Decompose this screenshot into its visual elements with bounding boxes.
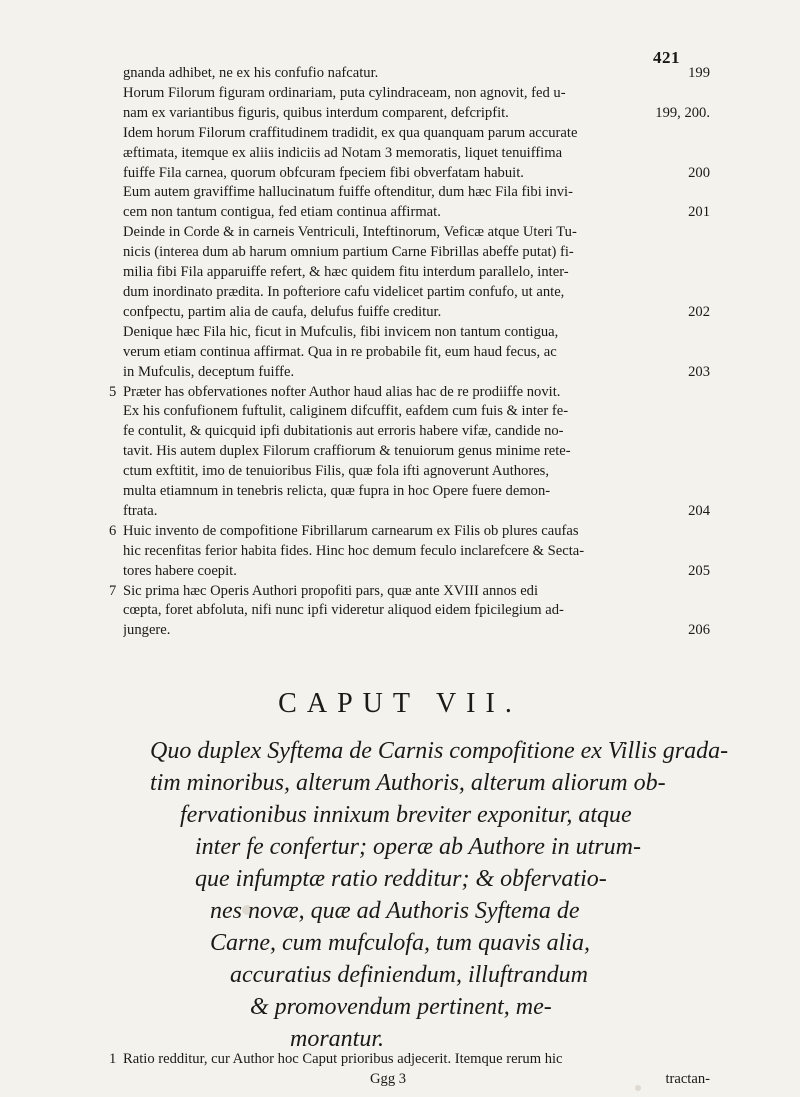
page-reference: 203: [688, 363, 710, 380]
line-text: confpectu, partim alia de caufa, delufus fuiffe creditur.: [123, 303, 442, 320]
text-line: [125, 621, 710, 641]
text-line: [125, 402, 710, 422]
line-text: dum inordinato prædita. In pofteriore cafu videlicet partim confufo, ut ante,: [123, 283, 565, 300]
line-text: cem non tantum contigua, fed etiam continua affirmat.: [123, 204, 441, 221]
chapter-title: [150, 735, 729, 1055]
line-text: Præter has obfervationes nofter Author haud alias hac de re prodiiffe novit.: [123, 383, 561, 400]
text-line: [125, 363, 710, 383]
paragraph-number: 6: [109, 522, 117, 539]
text-line: [125, 104, 710, 124]
text-line: [109, 383, 710, 403]
text-line: [125, 542, 710, 562]
line-text: Sic prima hæc Operis Authori propofiti pars, quæ ante XVIII annos edi: [123, 582, 539, 599]
title-line: que infumptæ ratio redditur; & obfervatio-: [195, 866, 607, 892]
page-reference: 206: [688, 622, 710, 639]
line-text: jungere.: [123, 622, 171, 639]
title-line: morantur.: [290, 1026, 385, 1052]
footer-number: 1: [109, 1051, 117, 1067]
body-text: [109, 64, 710, 641]
line-text: Ex his confufionem fuftulit, caliginem difcuffit, eafdem cum fuis & inter fe-: [123, 403, 569, 420]
text-line: [125, 303, 710, 323]
text-line: [125, 144, 710, 164]
line-text: nicis (interea dum ab harum omnium partium Carne Fibrillas abeffe putat) fi-: [123, 244, 574, 261]
text-line: [109, 582, 710, 602]
text-line: [125, 203, 710, 223]
line-text: fuiffe Fila carnea, quorum obfcuram fpeciem fibi obverfatam habuit.: [123, 164, 524, 181]
title-line: accuratius definiendum, illuftrandum: [230, 962, 588, 988]
line-text: Denique hæc Fila hic, ficut in Mufculis, fibi invicem non tantum contigua,: [123, 323, 559, 340]
page-reference: 199: [688, 65, 710, 81]
text-line: [125, 183, 710, 203]
text-line: [125, 223, 710, 243]
paragraph-number: 7: [109, 582, 117, 599]
page-reference: 205: [688, 562, 710, 579]
text-line: [125, 601, 710, 621]
title-line: inter fe confertur; operæ ab Authore in utrum-: [195, 834, 641, 860]
line-text: hic recenfitas ferior habita fides. Hinc hoc demum feculo inclarefcere & Secta-: [123, 542, 585, 559]
line-text: tores habere coepit.: [123, 562, 237, 579]
line-text: tavit. His autem duplex Filorum craffiorum & tenuiorum genus minime rete-: [123, 443, 571, 460]
line-text: nam ex variantibus figuris, quibus interdum comparent, defcripfit.: [123, 104, 509, 121]
line-text: ctum exftitit, imo de tenuioribus Filis, quæ fola ifti agnoverunt Authores,: [123, 463, 550, 480]
line-text: Deinde in Corde & in carneis Ventriculi, Inteftinorum, Veficæ atque Uteri Tu-: [123, 224, 577, 241]
text-line: [125, 64, 710, 84]
ink-spot: [242, 905, 252, 915]
text-line: [125, 442, 710, 462]
page-reference: 202: [688, 303, 710, 320]
page-reference: 201: [688, 204, 710, 221]
catchword: tractan-: [665, 1070, 710, 1087]
text-line: [125, 562, 710, 582]
page-reference: 200: [688, 164, 710, 181]
chapter-heading: CAPUT VII.: [278, 688, 522, 719]
text-line: [125, 84, 710, 104]
line-text: ftrata.: [123, 502, 158, 519]
title-line: tim minoribus, alterum Authoris, alterum aliorum ob-: [150, 770, 666, 796]
footer: [109, 1050, 710, 1090]
text-line: [125, 283, 710, 303]
line-text: multa etiamnum in tenebris relicta, quæ fupra in hoc Opere fuere demon-: [123, 483, 551, 500]
text-line: [109, 522, 710, 542]
line-text: in Mufculis, deceptum fuiffe.: [123, 363, 295, 380]
title-line: fervationibus innixum breviter exponitur, atque: [180, 802, 632, 828]
title-line: nes novæ, quæ ad Authoris Syftema de: [210, 898, 580, 924]
text-line: [125, 243, 710, 263]
text-line: [125, 124, 710, 144]
line-text: fe contulit, & quicquid ipfi dubitationis aut erroris habere vifæ, candide no-: [123, 423, 564, 440]
line-text: verum etiam continua affirmat. Qua in re probabile fit, eum haud fecus, ac: [123, 343, 557, 360]
footer-line: [109, 1050, 710, 1070]
text-line: [125, 482, 710, 502]
line-text: Huic invento de compofitione Fibrillarum carnearum ex Filis ob plures caufas: [123, 522, 579, 539]
page-reference: 204: [688, 502, 710, 519]
title-line: & promovendum pertinent, me-: [250, 994, 552, 1020]
text-line: [125, 323, 710, 343]
ink-spot: [635, 1085, 641, 1091]
footer-text: Ratio redditur, cur Author hoc Caput prioribus adjecerit. Itemque rerum hic: [123, 1051, 563, 1067]
signature-line: [125, 1070, 710, 1090]
title-line: Quo duplex Syftema de Carnis compofitione ex Villis grada-: [150, 738, 729, 764]
line-text: Eum autem graviffime hallucinatum fuiffe oftenditur, dum hæc Fila fibi invi-: [123, 184, 573, 201]
line-text: Horum Filorum figuram ordinariam, puta cylindraceam, non agnovit, fed u-: [123, 84, 566, 101]
text-line: [125, 462, 710, 482]
text-line: [125, 164, 710, 184]
text-line: [125, 263, 710, 283]
title-line: Carne, cum mufculofa, tum quavis alia,: [210, 930, 590, 956]
paragraph-number: 5: [109, 383, 117, 400]
line-text: Idem horum Filorum craffitudinem tradidit, ex qua quanquam parum accurate: [123, 124, 578, 141]
line-text: milia fibi Fila apparuiffe refert, & hæc quidem fitu interdum parallelo, inter-: [123, 264, 569, 281]
text-line: [125, 502, 710, 522]
text-line: [125, 343, 710, 363]
line-text: æftimata, itemque ex aliis indiciis ad Notam 3 memoratis, liquet tenuiffima: [123, 144, 563, 161]
page-reference: 199, 200.: [655, 104, 710, 121]
line-text: cœpta, foret abfoluta, nifi nunc ipfi videretur aliquod eidem fpicilegium ad-: [123, 602, 564, 619]
line-text: gnanda adhibet, ne ex his confufio nafcatur.: [123, 65, 379, 81]
page-number: 421: [653, 48, 680, 67]
text-line: [125, 422, 710, 442]
signature-mark: Ggg 3: [370, 1070, 407, 1087]
